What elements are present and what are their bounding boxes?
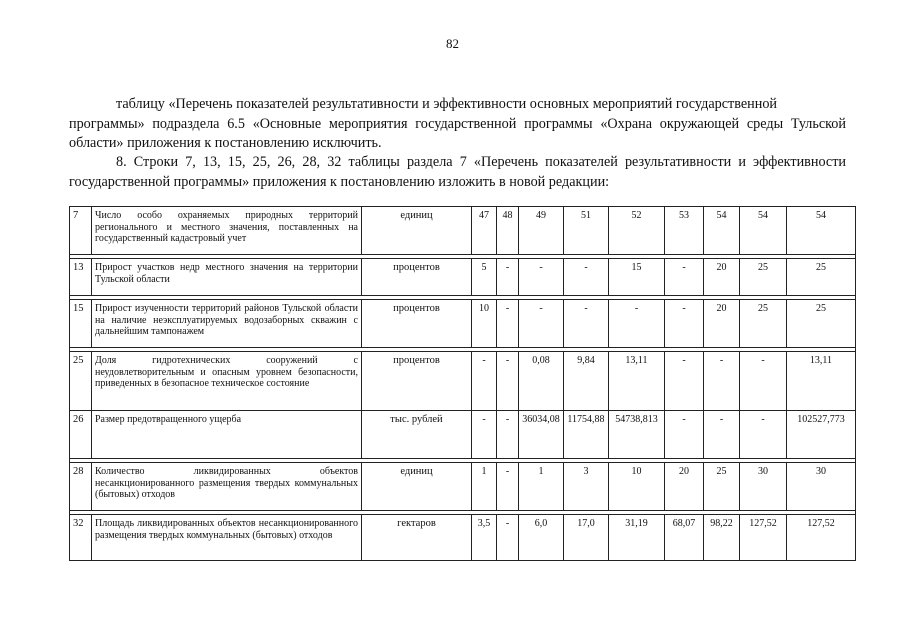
indicator-value: 13,11 xyxy=(787,352,856,411)
indicator-value: 127,52 xyxy=(787,515,856,561)
row-index: 25 xyxy=(70,352,92,411)
indicator-unit: единиц xyxy=(362,463,472,511)
row-index: 26 xyxy=(70,411,92,459)
indicator-value: 30 xyxy=(740,463,787,511)
indicator-value: 20 xyxy=(704,259,740,296)
indicator-value: 1 xyxy=(472,463,497,511)
indicator-value: 10 xyxy=(609,463,665,511)
indicator-name: Количество ликвидированных объектов несанкционированного размещения твердых коммунальных (бытовых) отходов xyxy=(92,463,362,511)
indicator-value: 10 xyxy=(472,300,497,348)
indicator-value: - xyxy=(704,411,740,459)
indicator-value: - xyxy=(609,300,665,348)
indicator-name: Прирост участков недр местного значения на территории Тульской области xyxy=(92,259,362,296)
indicator-value: - xyxy=(519,300,564,348)
indicator-value: - xyxy=(564,300,609,348)
indicator-value: - xyxy=(665,259,704,296)
indicator-value: - xyxy=(497,259,519,296)
indicator-value: - xyxy=(740,411,787,459)
indicators-table-wrap xyxy=(69,206,855,561)
indicator-name: Доля гидротехнических сооружений с неудовлетворительным и опасным уровнем безопасности, приведенных в безопасное техническое состояние xyxy=(92,352,362,411)
indicator-value: 25 xyxy=(787,300,856,348)
indicator-value: 54 xyxy=(787,207,856,255)
table-row xyxy=(70,515,856,561)
paragraph-1 xyxy=(69,95,846,154)
indicator-value: 20 xyxy=(665,463,704,511)
indicator-value: 53 xyxy=(665,207,704,255)
indicator-value: - xyxy=(497,300,519,348)
indicator-unit: гектаров xyxy=(362,515,472,561)
indicator-value: - xyxy=(497,352,519,411)
indicator-value: 51 xyxy=(564,207,609,255)
indicator-value: 5 xyxy=(472,259,497,296)
row-index: 7 xyxy=(70,207,92,255)
paragraph-1-rest: программы» подраздела 6.5 «Основные мероприятия государственной программы «Охрана окружающей среды Тульской области» приложения к постановлению исключить. xyxy=(69,115,846,151)
indicator-unit: процентов xyxy=(362,300,472,348)
table-row xyxy=(70,463,856,511)
table-row xyxy=(70,259,856,296)
indicator-value: 98,22 xyxy=(704,515,740,561)
indicator-value: 127,52 xyxy=(740,515,787,561)
indicator-value: 54738,813 xyxy=(609,411,665,459)
indicator-value: 54 xyxy=(740,207,787,255)
indicator-value: 54 xyxy=(704,207,740,255)
paragraph-1-line-1: таблицу «Перечень показателей результативности и эффективности основных мероприятий государственной xyxy=(116,96,778,112)
indicator-value: 47 xyxy=(472,207,497,255)
row-index: 13 xyxy=(70,259,92,296)
row-index: 15 xyxy=(70,300,92,348)
indicator-value: - xyxy=(497,411,519,459)
indicator-value: 13,11 xyxy=(609,352,665,411)
indicator-value: - xyxy=(740,352,787,411)
indicator-value: 11754,88 xyxy=(564,411,609,459)
indicator-value: 1 xyxy=(519,463,564,511)
indicator-name: Размер предотвращенного ущерба xyxy=(92,411,362,459)
indicator-value: 68,07 xyxy=(665,515,704,561)
indicator-value: 49 xyxy=(519,207,564,255)
table-row xyxy=(70,300,856,348)
indicator-value: - xyxy=(665,300,704,348)
row-index: 32 xyxy=(70,515,92,561)
indicator-name: Прирост изученности территорий районов Тульской области на наличие неэксплуатируемых водозаборных скважин с дальнейшим тампонажем xyxy=(92,300,362,348)
indicator-value: 9,84 xyxy=(564,352,609,411)
indicator-value: 15 xyxy=(609,259,665,296)
indicator-value: 6,0 xyxy=(519,515,564,561)
indicator-value: 30 xyxy=(787,463,856,511)
indicator-value: - xyxy=(472,352,497,411)
indicator-name: Площадь ликвидированных объектов несанкционированного размещения твердых коммунальных (бытовых) отходов xyxy=(92,515,362,561)
indicators-table-body xyxy=(70,207,856,561)
indicator-value: - xyxy=(519,259,564,296)
indicator-unit: процентов xyxy=(362,259,472,296)
table-row xyxy=(70,352,856,411)
table-row xyxy=(70,207,856,255)
paragraph-2: 8. Строки 7, 13, 15, 25, 26, 28, 32 таблицы раздела 7 «Перечень показателей результативности и эффективности государственной программы» приложения к постановлению изложить в новой редакции: xyxy=(69,154,846,190)
indicator-value: 25 xyxy=(787,259,856,296)
indicator-value: - xyxy=(564,259,609,296)
indicator-value: 25 xyxy=(740,259,787,296)
indicator-value: - xyxy=(665,411,704,459)
page-number: 82 xyxy=(446,36,459,51)
indicator-name: Число особо охраняемых природных территорий регионального и местного значения, поставленных на государственный кадастровый учет xyxy=(92,207,362,255)
indicator-unit: тыс. рублей xyxy=(362,411,472,459)
indicators-table xyxy=(69,206,856,561)
indicator-value: - xyxy=(472,411,497,459)
indicator-value: 102527,773 xyxy=(787,411,856,459)
indicator-unit: единиц xyxy=(362,207,472,255)
indicator-value: 17,0 xyxy=(564,515,609,561)
indicator-value: 25 xyxy=(704,463,740,511)
indicator-value: 36034,08 xyxy=(519,411,564,459)
indicator-value: 3,5 xyxy=(472,515,497,561)
table-row xyxy=(70,411,856,459)
indicator-value: 3 xyxy=(564,463,609,511)
indicator-value: 31,19 xyxy=(609,515,665,561)
row-index: 28 xyxy=(70,463,92,511)
indicator-value: 48 xyxy=(497,207,519,255)
indicator-value: - xyxy=(497,463,519,511)
indicator-value: 20 xyxy=(704,300,740,348)
indicator-value: 52 xyxy=(609,207,665,255)
indicator-unit: процентов xyxy=(362,352,472,411)
indicator-value: - xyxy=(497,515,519,561)
indicator-value: - xyxy=(665,352,704,411)
indicator-value: 0,08 xyxy=(519,352,564,411)
indicator-value: - xyxy=(704,352,740,411)
indicator-value: 25 xyxy=(740,300,787,348)
